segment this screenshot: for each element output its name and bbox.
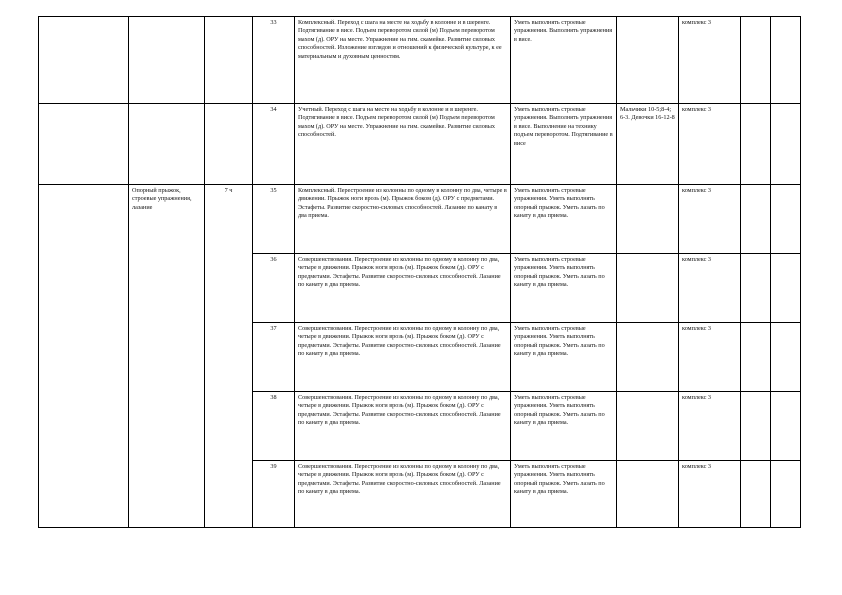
homework-cell: комплекс 3 <box>679 323 741 392</box>
section-cell <box>129 17 205 104</box>
lesson-requirements: Уметь выполнять строевые упражнения. Выполнять упражнения в висе. <box>511 17 617 104</box>
date-plan-cell <box>741 254 771 323</box>
date-plan-cell <box>741 17 771 104</box>
lesson-requirements: Уметь выполнять строевые упражнения. Уметь выполнять опорный прыжок. Уметь лазать по канату в два приема. <box>511 461 617 528</box>
hours-cell: 7 ч <box>205 185 253 528</box>
table-row <box>39 185 801 254</box>
lesson-number: 36 <box>253 254 295 323</box>
homework-cell: комплекс 3 <box>679 104 741 185</box>
lesson-number: 35 <box>253 185 295 254</box>
lesson-norms <box>617 392 679 461</box>
lesson-topic: Комплексный. Переход с шага на месте на ходьбу в колонне и в шеренге. Подтягивание в висе. Подъем переворотом силой (м) Подъем переворотом махом (д). ОРУ на месте. Упражнение на гим. скамейке. Развитие силовых способностей. Изложение взглядов и отношений к физической культуре, к ее материальным и духовным ценностям. <box>295 17 511 104</box>
date-plan-cell <box>741 392 771 461</box>
lesson-requirements: Уметь выполнять строевые упражнения. Уметь выполнять опорный прыжок. Уметь лазать по канату в два приема. <box>511 323 617 392</box>
lesson-number: 38 <box>253 392 295 461</box>
lesson-norms: Мальчики 10-5;8-4; 6-3. Девочки 16-12-8 <box>617 104 679 185</box>
lesson-norms <box>617 254 679 323</box>
lesson-norms <box>617 461 679 528</box>
hours-cell <box>205 17 253 104</box>
date-plan-cell <box>741 461 771 528</box>
lesson-topic: Совершенствования. Перестроение из колонны по одному в колонну по два, четыре в движении. Прыжок ноги врозь (м). Прыжок боком (д). ОРУ с предметами. Эстафеты. Развитие скоростно-силовых способностей. Лазание по канату в два приема. <box>295 323 511 392</box>
lesson-topic: Совершенствования. Перестроение из колонны по одному в колонну по два, четыре в движении. Прыжок ноги врозь (м). Прыжок боком (д). ОРУ с предметами. Эстафеты. Развитие скоростно-силовых способностей. Лазание по канату в два приема. <box>295 392 511 461</box>
lesson-requirements: Уметь выполнять строевые упражнения. Уметь выполнять опорный прыжок. Уметь лазать по канату в два приема. <box>511 185 617 254</box>
lesson-number: 39 <box>253 461 295 528</box>
lesson-requirements: Уметь выполнять строевые упражнения. Выполнять упражнения в висе. Выполнение на технику подъем переворотом. Подтягивание в висе <box>511 104 617 185</box>
lesson-number: 34 <box>253 104 295 185</box>
lesson-norms <box>617 185 679 254</box>
date-fact-cell <box>771 104 801 185</box>
section-cell: Опорный прыжок, строевые упражнения, лазание <box>129 185 205 528</box>
date-fact-cell <box>771 323 801 392</box>
lesson-topic: Учетный. Переход с шага на месте на ходьбу в колонне и в шеренге. Подтягивание в висе. Подъем переворотом силой (м) Подъем переворотом махом (д). ОРУ на месте. Упражнение на гим. скамейке. Развитие силовых способностей. <box>295 104 511 185</box>
lesson-topic: Совершенствования. Перестроение из колонны по одному в колонну по два, четыре в движении. Прыжок ноги врозь (м). Прыжок боком (д). ОРУ с предметами. Эстафеты. Развитие скоростно-силовых способностей. Лазание по канату в два приема. <box>295 461 511 528</box>
blank-cell <box>39 104 129 185</box>
table-row <box>39 104 801 185</box>
table-row <box>39 17 801 104</box>
homework-cell: комплекс 3 <box>679 461 741 528</box>
date-fact-cell <box>771 461 801 528</box>
homework-cell: комплекс 3 <box>679 185 741 254</box>
date-plan-cell <box>741 323 771 392</box>
date-plan-cell <box>741 185 771 254</box>
lesson-number: 37 <box>253 323 295 392</box>
lesson-plan-table <box>38 16 801 528</box>
date-fact-cell <box>771 392 801 461</box>
homework-cell: комплекс 3 <box>679 392 741 461</box>
lesson-requirements: Уметь выполнять строевые упражнения. Уметь выполнять опорный прыжок. Уметь лазать по канату в два приема. <box>511 254 617 323</box>
blank-cell <box>39 17 129 104</box>
section-cell <box>129 104 205 185</box>
date-fact-cell <box>771 254 801 323</box>
lesson-topic: Совершенствования. Перестроение из колонны по одному в колонну по два, четыре в движении. Прыжок ноги врозь (м). Прыжок боком (д). ОРУ с предметами. Эстафеты. Развитие скоростно-силовых способностей. Лазание по канату в два приема. <box>295 254 511 323</box>
lesson-topic: Комплексный. Перестроение из колонны по одному в колонну по два, четыре в движении. Прыжок ноги врозь (м). Прыжок боком (д). ОРУ с предметами. Эстафеты. Развитие скоростно-силовых способностей. Лазание по канату в два приема. <box>295 185 511 254</box>
homework-cell: комплекс 3 <box>679 254 741 323</box>
date-plan-cell <box>741 104 771 185</box>
hours-cell <box>205 104 253 185</box>
lesson-norms <box>617 323 679 392</box>
date-fact-cell <box>771 185 801 254</box>
date-fact-cell <box>771 17 801 104</box>
lesson-requirements: Уметь выполнять строевые упражнения. Уметь выполнять опорный прыжок. Уметь лазать по канату в два приема. <box>511 392 617 461</box>
lesson-norms <box>617 17 679 104</box>
lesson-number: 33 <box>253 17 295 104</box>
blank-cell <box>39 185 129 528</box>
homework-cell: комплекс 3 <box>679 17 741 104</box>
